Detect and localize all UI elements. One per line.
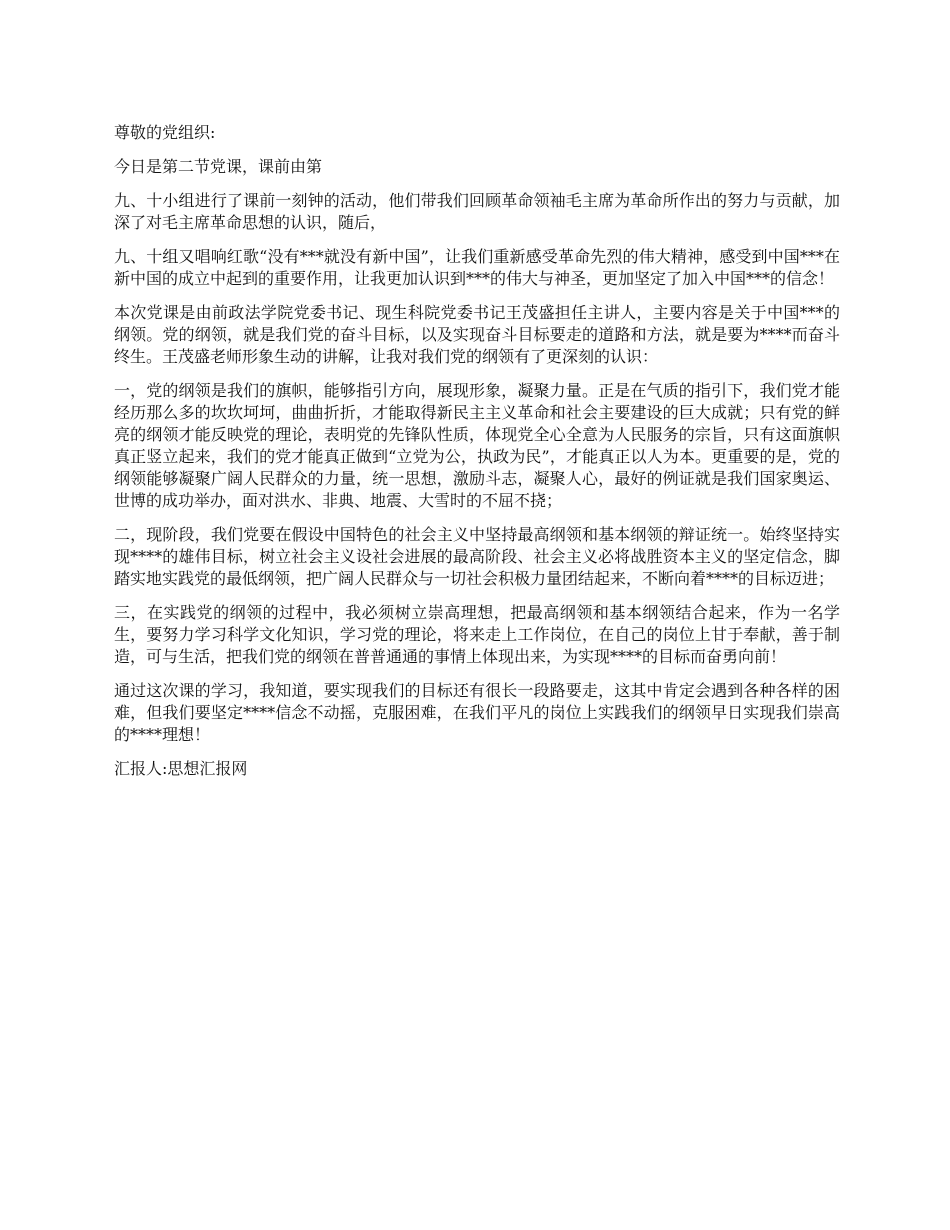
paragraph-5: 一，党的纲领是我们的旗帜，能够指引方向，展现形象，凝聚力量。正是在气质的指引下，我们党才能经历那么多的坎坎坷坷，曲曲折折，才能取得新民主主义革命和社会主要建设的巨大成就；只有党的鲜亮的纲领才能反映党的理论，表明党的先锋队性质，体现党全心全意为人民服务的宗旨，只有这面旗帜真正竖立起来，我们的党才能真正做到“立党为公，执政为民”，才能真正以人为本。更重要的是，党的纲领能够凝聚广阔人民群众的力量，统一思想，激励斗志，凝聚人心，最好的例证就是我们国家奥运、世博的成功举办，面对洪水、非典、地震、大雪时的不屈不挠；	[114, 381, 840, 510]
paragraph-3: 九、十组又唱响红歌“没有***就没有新中国”，让我们重新感受革命先烈的伟大精神，感受到中国***在新中国的成立中起到的重要作用，让我更加认识到***的伟大与神圣，更加坚定了加入中国***的信念！	[114, 247, 840, 288]
paragraph-6: 二，现阶段，我们党要在假设中国特色的社会主义中坚持最高纲领和基本纲领的辩证统一。始终坚持实现****的雄伟目标，树立社会主义设社会进展的最高阶段、社会主义必将战胜资本主义的坚定信念，脚踏实地实践党的最低纲领，把广阔人民群众与一切社会积极力量团结起来，不断向着****的目标迈进；	[114, 525, 840, 588]
paragraph-4: 本次党课是由前政法学院党委书记、现生科院党委书记王茂盛担任主讲人，主要内容是关于中国***的纲领。党的纲领，就是我们党的奋斗目标，以及实现奋斗目标要走的道路和方法，就是要为****而奋斗终生。王茂盛老师形象生动的讲解，让我对我们党的纲领有了更深刻的认识：	[114, 303, 840, 366]
paragraph-2: 九、十小组进行了课前一刻钟的活动，他们带我们回顾革命领袖毛主席为革命所作出的努力与贡献，加深了对毛主席革命思想的认识，随后，	[114, 191, 840, 232]
document-page	[114, 122, 840, 792]
signature: 汇报人:思想汇报网	[114, 759, 248, 778]
paragraph-7: 三，在实践党的纲领的过程中，我必须树立崇高理想，把最高纲领和基本纲领结合起来，作为一名学生，要努力学习科学文化知识，学习党的理论，将来走上工作岗位，在自己的岗位上甘于奉献，善于制造，可与生活，把我们党的纲领在普普通通的事情上体现出来，为实现****的目标而奋勇向前！	[114, 603, 840, 666]
paragraph-1: 今日是第二节党课，课前由第	[114, 157, 323, 176]
paragraph-8: 通过这次课的学习，我知道，要实现我们的目标还有很长一段路要走，这其中肯定会遇到各种各样的困难，但我们要坚定****信念不动摇，克服困难，在我们平凡的岗位上实践我们的纲领早日实现我们崇高的****理想！	[114, 681, 840, 744]
salutation: 尊敬的党组织:	[114, 123, 216, 142]
